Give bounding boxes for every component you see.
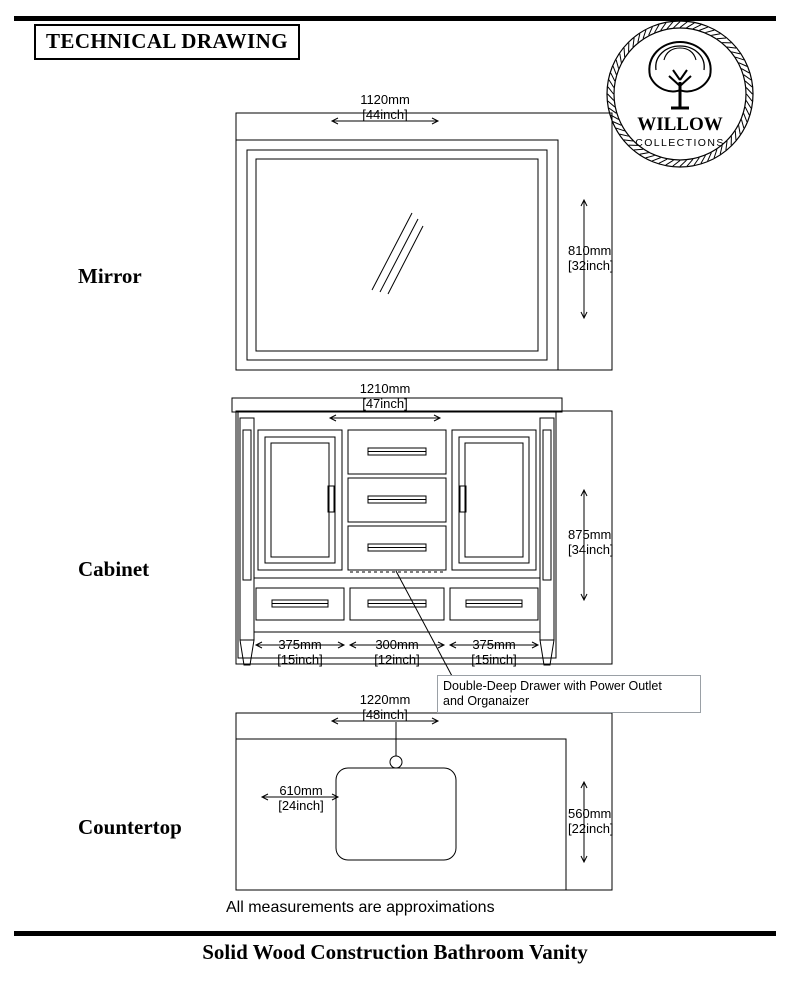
dim-cabinet-height bbox=[568, 527, 658, 557]
section-label-cabinet: Cabinet bbox=[78, 557, 150, 581]
dim-mirror-width-mm: 1120mm bbox=[360, 92, 410, 107]
dim-cabinet-height-mm: 875mm bbox=[568, 527, 612, 542]
willow-collections-logo bbox=[604, 18, 756, 170]
callout-line-1: Double-Deep Drawer with Power Outlet bbox=[443, 679, 662, 693]
dim-mirror-height bbox=[568, 243, 658, 273]
dim-countertop-width-in: [48inch] bbox=[362, 707, 408, 722]
footer-title: Solid Wood Construction Bathroom Vanity bbox=[202, 940, 588, 964]
dim-mirror-width bbox=[322, 92, 448, 122]
dim-cabinet-right bbox=[444, 637, 544, 667]
dim-mirror-height-mm: 810mm bbox=[568, 243, 612, 258]
dim-cabinet-height-in: [34inch] bbox=[568, 542, 614, 557]
callout-double-deep-drawer bbox=[437, 675, 701, 713]
dim-sink-width-mm: 610mm bbox=[279, 783, 323, 798]
dim-cabinet-right-mm: 375mm bbox=[472, 637, 516, 652]
dim-countertop-depth-in: [22inch] bbox=[568, 821, 614, 836]
dim-countertop-depth bbox=[568, 806, 658, 836]
dim-countertop-width-mm: 1220mm bbox=[359, 692, 411, 707]
dim-mirror-width-in: [44inch] bbox=[362, 107, 408, 122]
dim-cabinet-width-in: [47inch] bbox=[362, 396, 408, 411]
approximations-note: All measurements are approximations bbox=[226, 899, 495, 916]
dim-cabinet-center bbox=[347, 637, 447, 667]
section-label-mirror: Mirror bbox=[78, 264, 142, 288]
section-label-countertop: Countertop bbox=[78, 815, 182, 839]
dim-countertop-width bbox=[322, 692, 448, 722]
dim-cabinet-center-in: [12inch] bbox=[374, 652, 420, 667]
dim-cabinet-left bbox=[250, 637, 350, 667]
dim-cabinet-width bbox=[322, 381, 448, 411]
dim-sink-width bbox=[256, 783, 346, 813]
tree-logo-icon bbox=[604, 18, 756, 170]
dim-sink-width-in: [24inch] bbox=[278, 798, 324, 813]
footer-divider bbox=[14, 931, 776, 936]
dim-countertop-depth-mm: 560mm bbox=[568, 806, 612, 821]
dim-mirror-height-in: [32inch] bbox=[568, 258, 614, 273]
dim-cabinet-right-in: [15inch] bbox=[471, 652, 517, 667]
dim-cabinet-width-mm: 1210mm bbox=[359, 381, 411, 396]
callout-line-2: and Organaizer bbox=[443, 694, 530, 708]
page-title: TECHNICAL DRAWING bbox=[46, 29, 288, 53]
header-title-box bbox=[34, 24, 300, 60]
logo-brand-text: WILLOW bbox=[637, 114, 723, 135]
logo-sub-text: COLLECTIONS bbox=[635, 137, 725, 149]
dim-cabinet-left-in: [15inch] bbox=[277, 652, 323, 667]
dim-cabinet-center-mm: 300mm bbox=[375, 637, 419, 652]
dim-cabinet-left-mm: 375mm bbox=[278, 637, 322, 652]
